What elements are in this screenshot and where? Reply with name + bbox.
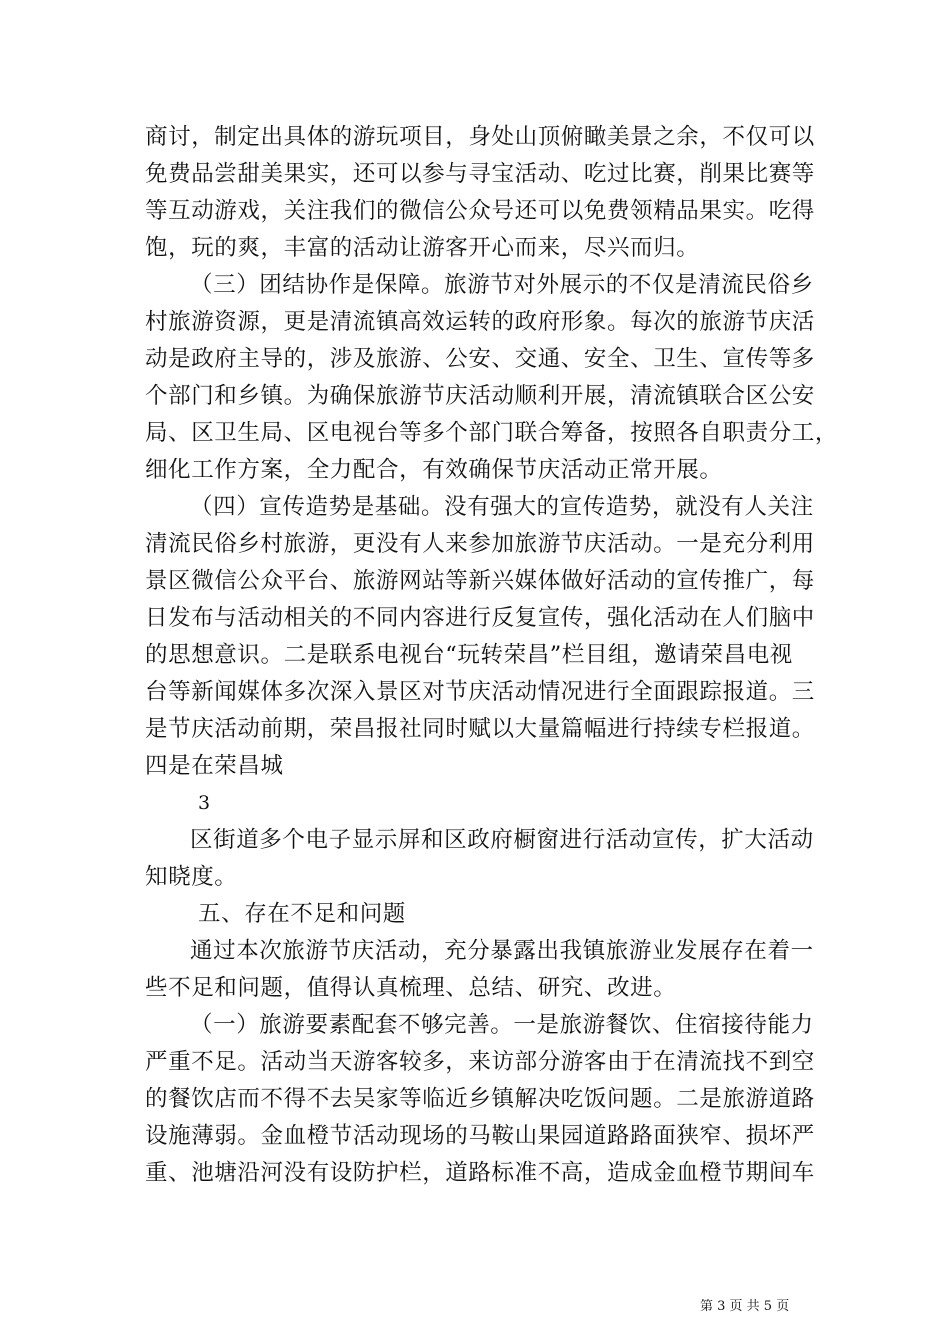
text-line: （一）旅游要素配套不够完善。一是旅游餐饮、住宿接待能力 xyxy=(190,1012,814,1038)
text-line: 等互动游戏，关注我们的微信公众号还可以免费领精品果实。吃得 xyxy=(145,198,815,224)
text-line: 台等新闻媒体多次深入景区对节庆活动情况进行全面跟踪报道。三 xyxy=(145,679,815,705)
text-line: 日发布与活动相关的不同内容进行反复宣传，强化活动在人们脑中 xyxy=(145,605,815,631)
page-number-marker: 3 xyxy=(198,792,211,814)
text-line: 个部门和乡镇。为确保旅游节庆活动顺利开展，清流镇联合区公安 xyxy=(145,383,815,409)
page-footer: 第 3 页 共 5 页 xyxy=(700,1299,790,1314)
text-line: 村旅游资源，更是清流镇高效运转的政府形象。每次的旅游节庆活 xyxy=(145,309,815,335)
text-line: 景区微信公众平台、旅游网站等新兴媒体做好活动的宣传推广，每 xyxy=(145,568,815,594)
text-line: 细化工作方案，全力配合，有效确保节庆活动正常开展。 xyxy=(145,457,723,483)
text-line: 严重不足。活动当天游客较多，来访部分游客由于在清流找不到空 xyxy=(145,1049,815,1075)
text-line: 商讨，制定出具体的游玩项目，身处山顶俯瞰美景之余，不仅可以 xyxy=(145,124,815,150)
text-line: 的餐饮店而不得不去吴家等临近乡镇解决吃饭问题。二是旅游道路 xyxy=(145,1086,815,1112)
text-line: 四是在荣昌城 xyxy=(145,753,284,779)
text-line: （三）团结协作是保障。旅游节对外展示的不仅是清流民俗乡 xyxy=(190,272,814,298)
text-line: 设施薄弱。金血橙节活动现场的马鞍山果园道路路面狭窄、损坏严 xyxy=(145,1123,815,1149)
text-line: 区街道多个电子显示屏和区政府橱窗进行活动宣传，扩大活动 xyxy=(190,827,814,853)
section-heading: 五、存在不足和问题 xyxy=(198,901,406,927)
text-line: （四）宣传造势是基础。没有强大的宣传造势，就没有人关注 xyxy=(190,494,814,520)
text-line: 是节庆活动前期，荣昌报社同时赋以大量篇幅进行持续专栏报道。 xyxy=(145,716,815,742)
text-line: 些不足和问题，值得认真梳理、总结、研究、改进。 xyxy=(145,975,677,1001)
text-line: 通过本次旅游节庆活动，充分暴露出我镇旅游业发展存在着一 xyxy=(190,938,814,964)
text-line: 清流民俗乡村旅游，更没有人来参加旅游节庆活动。一是充分利用 xyxy=(145,531,815,557)
text-line: 免费品尝甜美果实，还可以参与寻宝活动、吃过比赛，削果比赛等 xyxy=(145,161,815,187)
text-line: 的思想意识。二是联系电视台“玩转荣昌”栏目组，邀请荣昌电视 xyxy=(145,642,793,668)
text-line: 动是政府主导的，涉及旅游、公安、交通、安全、卫生、宣传等多 xyxy=(145,346,815,372)
text-line: 局、区卫生局、区电视台等多个部门联合筹备，按照各自职责分工， xyxy=(145,420,839,446)
text-line: 饱，玩的爽，丰富的活动让游客开心而来，尽兴而归。 xyxy=(145,235,700,261)
text-line: 重、池塘沿河没有设防护栏，道路标准不高，造成金血橙节期间车 xyxy=(145,1160,815,1186)
text-line: 知晓度。 xyxy=(145,864,238,890)
